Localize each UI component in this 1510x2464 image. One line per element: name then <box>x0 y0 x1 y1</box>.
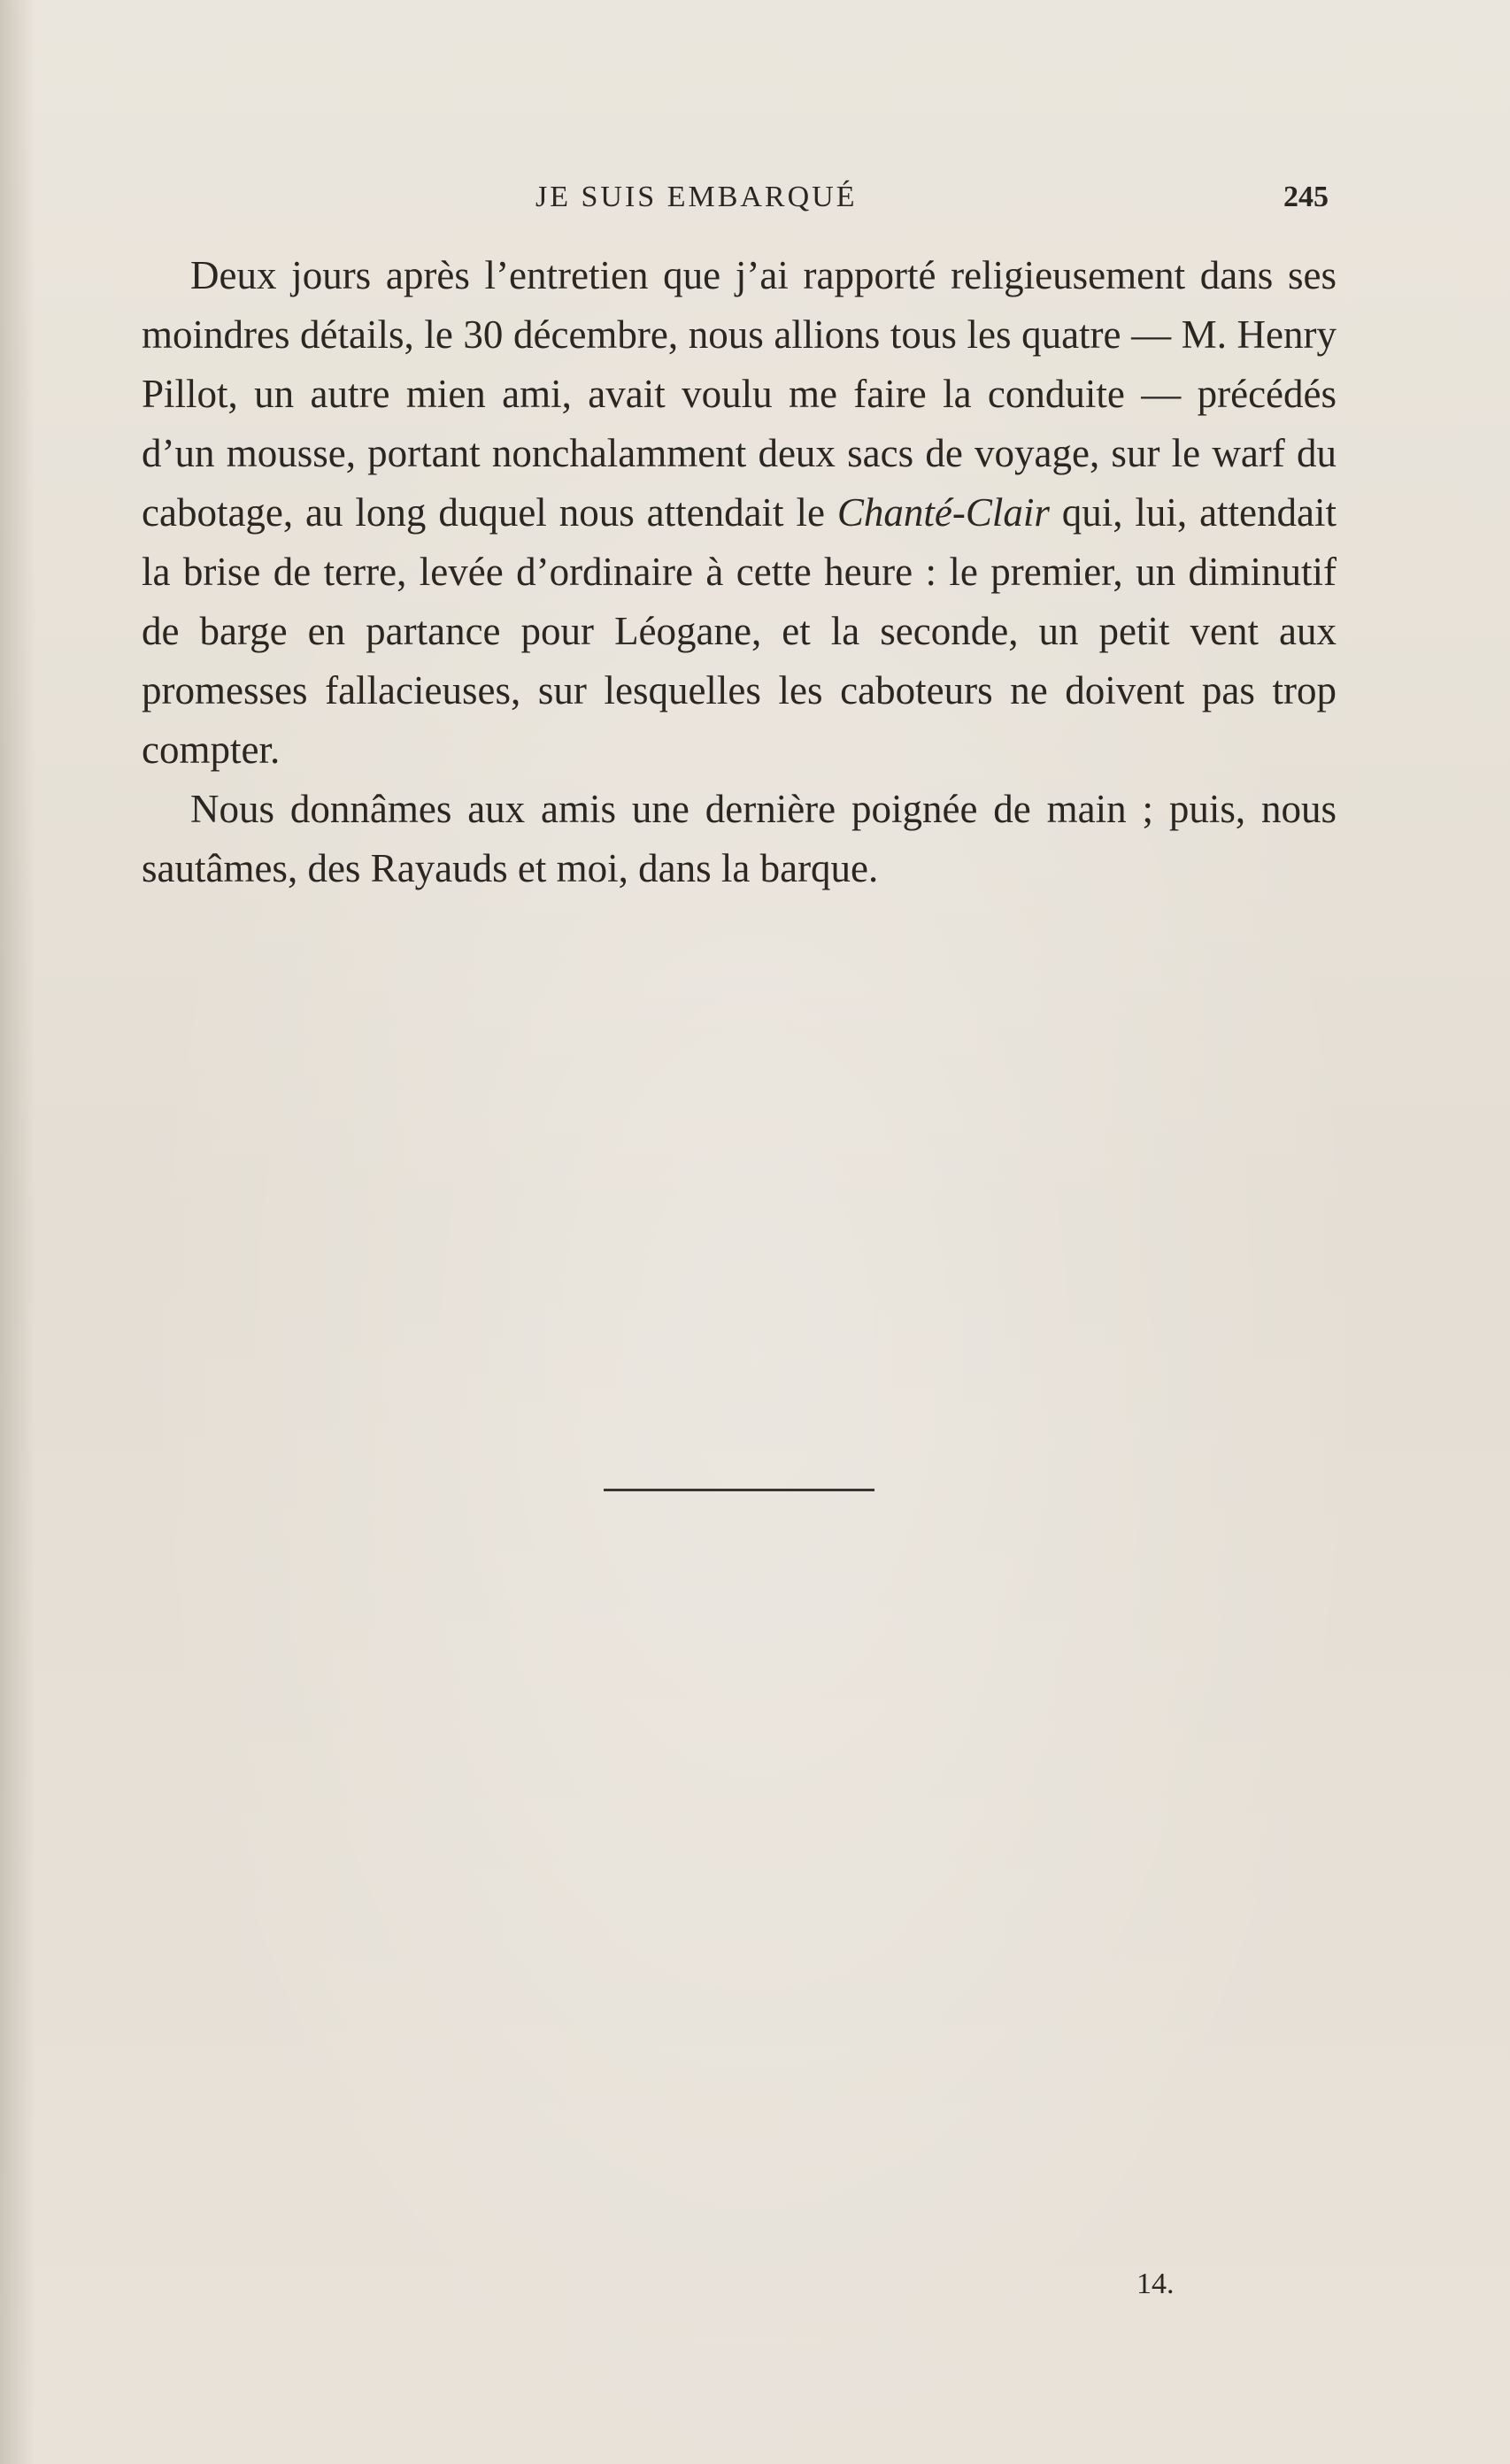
text-block <box>142 246 1337 898</box>
paragraph-1-part-b: qui, lui, attendait la brise de terre, levée d’ordinaire à cette heure : le premier, un diminutif de barge en partance pour Léogane, et la seconde, un petit vent aux promesses fallacieuses, sur lesquelles les caboteurs ne doivent pas trop compter. <box>142 490 1337 772</box>
section-end-rule <box>604 1489 874 1491</box>
running-title: JE SUIS EMBARQUÉ <box>535 181 858 213</box>
paragraph-2: Nous donnâmes aux amis une dernière poignée de main ; puis, nous sautâmes, des Rayauds et moi, dans la barque. <box>142 787 1337 890</box>
page-number: 245 <box>1283 181 1329 213</box>
paragraph-1-part-a: Deux jours après l’entretien que j’ai rapporté religieusement dans ses moindres détails, le 30 décembre, nous allions tous les quatre — M. Henry Pillot, un autre mien ami, avait voulu me faire la conduite — précédés d’un mousse, portant nonchalamment deux sacs de voyage, sur le warf du cabotage, au long duquel nous attendait le <box>142 253 1337 535</box>
running-head <box>0 173 1510 227</box>
paragraph-1 <box>142 246 1337 780</box>
page-edge-shadow <box>0 0 35 2464</box>
ship-name: Chanté-Clair <box>836 490 1050 535</box>
signature-mark: 14. <box>1136 2268 1175 2300</box>
